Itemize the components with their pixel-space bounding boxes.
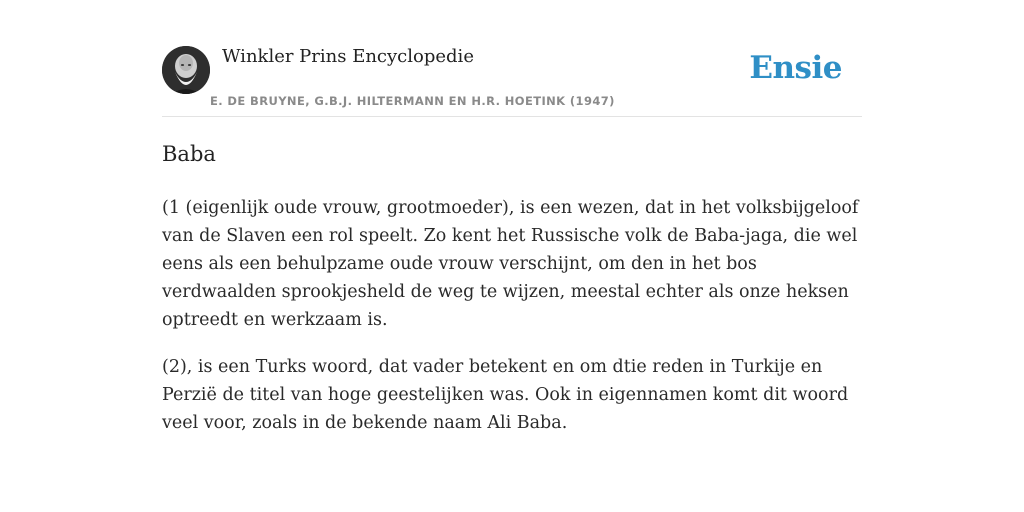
author-portrait-icon bbox=[162, 46, 210, 94]
article-paragraph: (1 (eigenlijk oude vrouw, grootmoeder), is een wezen, dat in het volksbijgeloof van de Slaven een rol speelt. Zo kent het Russische volk de Baba-jaga, die wel eens als een behulpzame oude vrouw verschijnt, om den in het bos verdwaalden sprookjesheld de weg te wijzen, meestal echter als onze heksen optreedt en werkzaam is. bbox=[162, 198, 859, 330]
source-authors: E. DE BRUYNE, G.B.J. HILTERMANN EN H.R. HOETINK (1947) bbox=[210, 94, 615, 108]
article-title: Baba bbox=[162, 142, 216, 166]
article bbox=[162, 138, 862, 456]
source-title[interactable]: Winkler Prins Encyclopedie bbox=[222, 46, 474, 67]
ensie-logo[interactable]: Ensie bbox=[749, 50, 842, 86]
source-header bbox=[162, 42, 862, 117]
article-paragraph: (2), is een Turks woord, dat vader betekent en om dtie reden in Turkije en Perzië de titel van hoge geestelijken was. Ook in eigennamen komt dit woord veel voor, zoals in de bekende naam Ali Baba. bbox=[162, 357, 849, 433]
